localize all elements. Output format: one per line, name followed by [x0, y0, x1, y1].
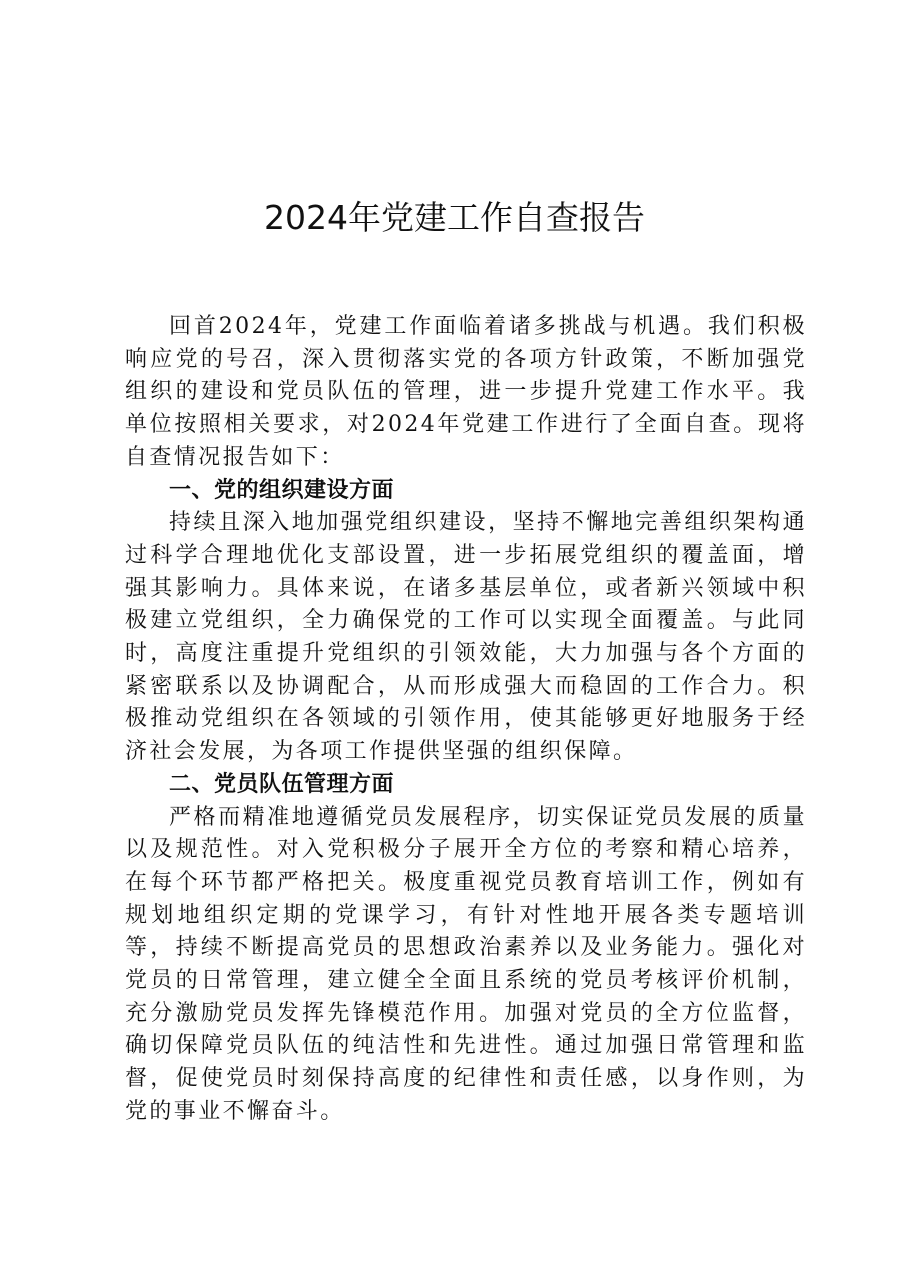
- document-body: [125, 311, 807, 1129]
- section-body-members: 严格而精准地遵循党员发展程序，切实保证党员发展的质量以及规范性。对入党积极分子展开全方位的考察和精心培养，在每个环节都严格把关。极度重视党员教育培训工作，例如有规划地组织定期的党课学习，有针对性地开展各类专题培训等，持续不断提高党员的思想政治素养以及业务能力。强化对党员的日常管理，建立健全全面且系统的党员考核评价机制，充分激励党员发挥先锋模范作用。加强对党员的全方位监督，确切保障党员队伍的纯洁性和先进性。通过加强日常管理和监督，促使党员时刻保持高度的纪律性和责任感，以身作则，为党的事业不懈奋斗。: [125, 804, 807, 1124]
- document-title: 2024年党建工作自查报告: [264, 198, 645, 237]
- section-heading-organization: 一、党的组织建设方面: [169, 477, 395, 503]
- section-body-organization: 持续且深入地加强党组织建设，坚持不懈地完善组织架构通过科学合理地优化支部设置，进一步拓展党组织的覆盖面，增强其影响力。具体来说，在诸多基层单位，或者新兴领域中积极建立党组织，全力确保党的工作可以实现全面覆盖。与此同时，高度注重提升党组织的引领效能，大力加强与各个方面的紧密联系以及协调配合，从而形成强大而稳固的工作合力。积极推动党组织在各领域的引领作用，使其能够更好地服务于经济社会发展，为各项工作提供坚强的组织保障。: [125, 510, 807, 765]
- section-heading-members: 二、党员队伍管理方面: [169, 771, 395, 797]
- intro-paragraph: 回首2024年，党建工作面临着诸多挑战与机遇。我们积极响应党的号召，深入贯彻落实党的各项方针政策，不断加强党组织的建设和党员队伍的管理，进一步提升党建工作水平。我单位按照相关要求，对2024年党建工作进行了全面自查。现将自查情况报告如下：: [125, 314, 807, 470]
